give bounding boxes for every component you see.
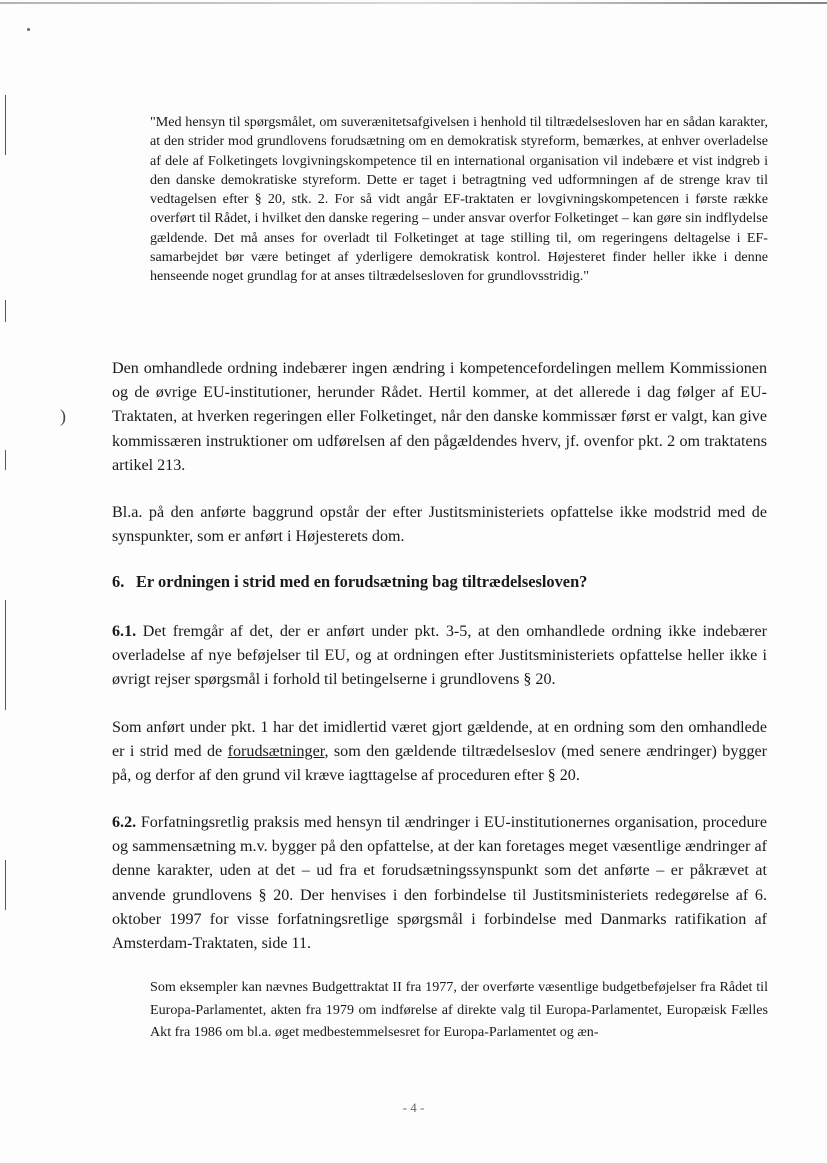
paragraph-baggrund: Bl.a. på den anførte baggrund opstår der efter Justitsministeriets opfattelse ikke modstrid med de synspunkter, som er anført i Højesterets dom.: [112, 504, 767, 546]
indented-note: Som eksempler kan nævnes Budgettraktat II fra 1977, der overførte væsentlige budgetbeføjelser fra Rådet til Europa-Parlamentet, akten fra 1979 om indførelse af direkte valg til Europa-Parlamentet, Europæisk Fælles Akt fra 1986 om bl.a. øget medbestemmelsesret for Europa-Parlamentet og æn-: [150, 979, 768, 1040]
margin-line-4: [5, 600, 6, 710]
paragraph-text-part-b: , som den gældende tiltrædelseslov (med senere ændringer) bygger på, og derfor af den grund vil kræve iagttagelse af proceduren efter § 20.: [112, 743, 767, 785]
margin-parenthesis: ): [60, 406, 66, 426]
paragraph-label-6-1: 6.1.: [112, 623, 137, 640]
paragraph-forudsaetninger: [112, 716, 767, 789]
underlined-term: forudsætninger: [227, 743, 325, 761]
page-number: - 4 -: [402, 1100, 425, 1115]
paragraph-label-6-2: 6.2.: [112, 814, 137, 831]
scan-border-top: [0, 2, 827, 4]
section-heading-6: [112, 572, 767, 592]
paragraph-kompetencefordeling: Den omhandlede ordning indebærer ingen ændring i kompetencefordelingen mellem Kommissionen og de øvrige EU-institutioner, herunder Rådet. Hertil kommer, at det allerede i dag følger af EU-Traktaten, at hverken regeringen eller Folketinget, når den danske kommissær først er valgt, kan give kommissæren instruktioner om udførelsen af den pågældendes hverv, jf. ovenfor pkt. 2 om traktatens artikel 213.: [112, 360, 767, 474]
paragraph-6-2: [112, 811, 767, 956]
paragraph-6-1: [112, 620, 767, 693]
section-title: Er ordningen i strid med en forudsætning bag tiltrædelsesloven?: [136, 572, 588, 591]
margin-line-5: [5, 860, 6, 910]
margin-line-2: [5, 300, 6, 322]
paragraph-text-6-1: Det fremgår af det, der er anført under pkt. 3-5, at den omhandlede ordning ikke indebærer overladelse af nye beføjelser til EU, og at ordningen efter Justitsministeriets opfattelse heller ikke i øvrigt rejser spørgsmål i forhold til betingelserne i grundlovens § 20.: [112, 623, 767, 689]
margin-line-1: [5, 95, 6, 155]
section-number: 6.: [112, 572, 125, 591]
margin-line-3: [5, 450, 6, 470]
paragraph-text-part-a: Som anført under pkt. 1 har det imidlertid været gjort gældende, at en ordning som den omhandlede er i strid med de: [112, 719, 767, 761]
scan-speck: [27, 28, 30, 31]
paragraph-text-6-2: Forfatningsretlig praksis med hensyn til ændringer i EU-institutionernes organisation, procedure og sammensætning m.v. bygger på den opfattelse, at der kan foretages meget væsentlige ændringer af denne karakter, uden at det – ud fra et forudsætningssynspunkt som det anførte – er påkrævet at anvende grundlovens § 20. Der henvises i den forbindelse til Justitsministeriets redegørelse af 6. oktober 1997 for visse forfatningsretlige spørgsmål i forbindelse med Danmarks ratifikation af Amsterdam-Traktaten, side 11.: [112, 814, 767, 953]
quoted-judgment: "Med hensyn til spørgsmålet, om suverænitetsafgivelsen i henhold til tiltrædelsesloven har en sådan karakter, at den strider mod grundlovens forudsætning om en demokratisk styreform, bemærkes, at enhver overladelse af dele af Folketingets lovgivningskompetence til en international organisation vil indebære et vist indgreb i den danske demokratiske styreform. Dette er taget i betragtning ved udformningen af de strenge krav til vedtagelsen efter § 20, stk. 2. For så vidt angår EF-traktaten er lovgivningskompetencen i første række overført til Rådet, i hvilket den danske regering – under ansvar overfor Folketinget – kan gøre sin indflydelse gældende. Det må anses for overladt til Folketinget at tage stilling til, om regeringens deltagelse i EF-samarbejdet bør være betinget af yderligere demokratisk kontrol. Højesteret finder heller ikke i denne henseende noget grundlag for at anses tiltrædelsesloven for grundlovsstridig.": [150, 114, 768, 285]
